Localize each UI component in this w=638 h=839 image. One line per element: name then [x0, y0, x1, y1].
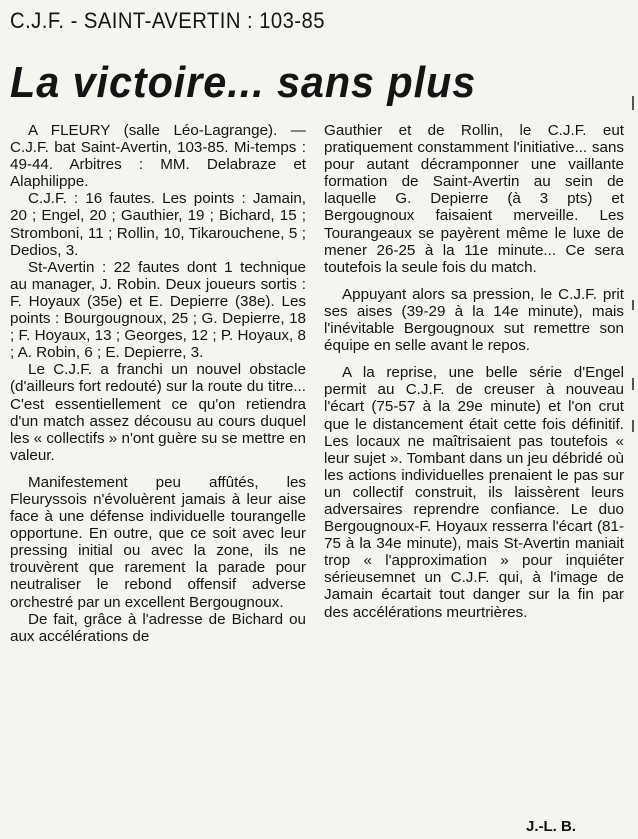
paragraph-st-avertin-stats: St-Avertin : 22 fautes dont 1 technique au manager, J. Robin. Deux joueurs sortis : F. Hoyaux (35e) et E. Depierre (38e). Les points : Bourgougnoux, 25 ; G. Depierre, 18 ; F. Hoyaux, 13 ; Georges, 12 ; P. Hoyaux, 8 ; A. Robin, 6 ; E. Depierre, 3. [10, 258, 306, 362]
headline: La victoire... sans plus [10, 58, 477, 107]
paragraph-first-half: Gauthier et de Rollin, le C.J.F. eut pratiquement constamment l'initiative... sans pour autant décramponner une vaillante formation de Saint-Avertin au sein de laquelle G. Depierre (à 3 pts) et Bergougnoux faisaient merveille. Les Tourangeaux se payèrent même le luxe de mener 26-25 à la 11e minute... Ce sera toutefois la seule fois du match. [324, 122, 624, 276]
paragraph-pressure: Appuyant alors sa pression, le C.J.F. prit ses aises (39-29 à la 14e minute), mais l'inévitable Bergougnoux sut remettre son équipe en selle avant le repos. [324, 285, 624, 355]
match-score-kicker: C.J.F. - SAINT-AVERTIN : 103-85 [10, 8, 325, 33]
article-column-left [10, 122, 306, 839]
article-column-right [324, 122, 624, 839]
paragraph-cjf-stats: C.J.F. : 16 fautes. Les points : Jamain, 20 ; Engel, 20 ; Gauthier, 19 ; Bichard, 15 ; Stromboni, 11 ; Rollin, 10, Tikarouchene, 5 ; Dedios, 3. [10, 190, 306, 259]
paragraph-intro: Le C.J.F. a franchi un nouvel obstacle (d'ailleurs fort redouté) sur la route du titre... C'est essentiellement ce qu'on retiendra d'un match assez décousu au cours duquel les « collectifs » n'ont guère su se mettre en valeur. [10, 361, 306, 464]
author-signature: J.-L. B. [526, 818, 577, 835]
page-edge-mark [632, 96, 634, 110]
paragraph-second-half: A la reprise, une belle série d'Engel permit au C.J.F. de creuser à nouveau l'écart (75-57 à la 29e minute) et l'on crut que le distancement était cette fois définitif. Les locaux ne maîtrisaient pas toutefois « leur sujet ». Tombant dans un jeu débridé où les actions individuelles prenaient le pas sur un collectif construit, ils laissèrent leurs adversaires reprendre confiance. Le duo Bergougnoux-F. Hoyaux resserra l'écart (81-75 à la 34e minute), mais St-Avertin maniait trop « l'approximation » pour inquiéter sérieusemnet un C.J.F. qui, à l'image de Jamain écartait tout danger sur la fin par des accélérations meurtrières. [324, 364, 624, 621]
paragraph-continuation: De fait, grâce à l'adresse de Bichard ou aux accélérations de [10, 610, 306, 645]
page-edge-mark [632, 300, 634, 310]
page-edge-mark [632, 420, 634, 432]
paragraph-match-info: A FLEURY (salle Léo-Lagrange). — C.J.F. bat Saint-Avertin, 103-85. Mi-temps : 49-44. Arbitres : MM. Delabraze et Alaphilippe. [10, 122, 306, 191]
page-edge-mark [632, 378, 634, 390]
paragraph-analysis: Manifestement peu affûtés, les Fleuryssois n'évoluèrent jamais à leur aise face à une défense individuelle tourangelle opportune. En outre, que ce soit avec leur pressing initial ou avec la zone, ils ne trouvèrent que rarement la parade pour neutraliser le rebond offensif adverse orchestré par un excellent Bergougnoux. [10, 473, 306, 611]
